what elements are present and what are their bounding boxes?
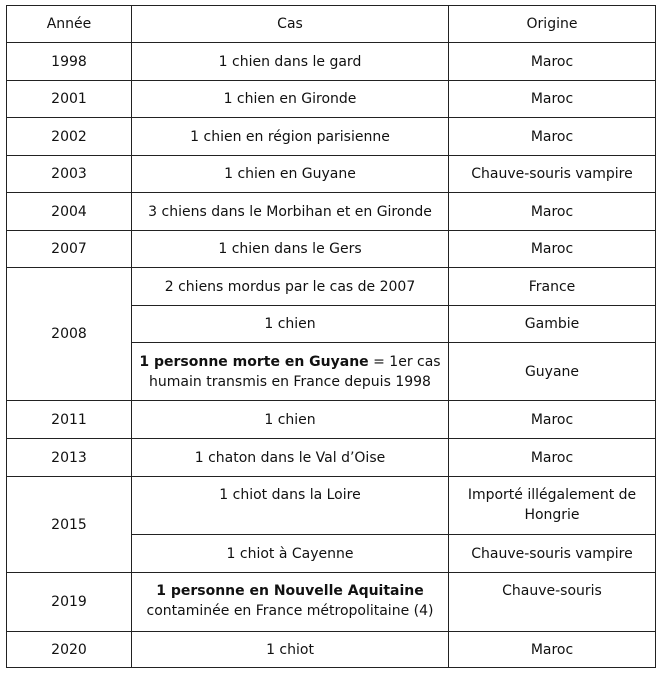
origin-cell: Chauve-souris vampire [449, 156, 656, 193]
case-cell [132, 343, 449, 401]
case-text: contaminée en France métropolitaine (4) [146, 603, 434, 619]
table-row [7, 573, 656, 632]
table-row [7, 268, 656, 306]
table-row [7, 81, 656, 118]
table-row [7, 43, 656, 81]
origin-cell: Maroc [449, 118, 656, 156]
case-cell: 2 chiens mordus par le cas de 2007 [132, 268, 449, 306]
case-cell: 1 chien dans le gard [132, 43, 449, 81]
case-bold-text: 1 personne en Nouvelle Aquitaine [156, 583, 424, 599]
case-cell [132, 573, 449, 632]
table-row [7, 439, 656, 477]
year-cell: 2015 [7, 477, 132, 573]
origin-cell: Maroc [449, 231, 656, 268]
year-cell: 2001 [7, 81, 132, 118]
origin-cell: Maroc [449, 43, 656, 81]
case-cell: 1 chiot à Cayenne [132, 535, 449, 573]
year-cell: 2008 [7, 268, 132, 401]
origin-cell: Maroc [449, 632, 656, 668]
origin-cell: France [449, 268, 656, 306]
case-cell: 1 chien dans le Gers [132, 231, 449, 268]
year-cell: 2003 [7, 156, 132, 193]
header-row [7, 6, 656, 43]
rabies-cases-table [6, 5, 656, 668]
origin-cell: Chauve-souris [449, 573, 656, 632]
case-cell: 1 chien [132, 401, 449, 439]
case-cell: 1 chaton dans le Val d’Oise [132, 439, 449, 477]
origin-cell: Maroc [449, 193, 656, 231]
case-cell: 1 chiot [132, 632, 449, 668]
header-year: Année [7, 6, 132, 43]
year-cell: 2013 [7, 439, 132, 477]
header-case: Cas [132, 6, 449, 43]
year-cell: 1998 [7, 43, 132, 81]
case-cell: 1 chien [132, 306, 449, 343]
case-text: = 1er cas humain transmis en France depuis 1998 [149, 353, 441, 390]
case-cell: 1 chien en Gironde [132, 81, 449, 118]
origin-cell: Gambie [449, 306, 656, 343]
case-cell: 1 chien en région parisienne [132, 118, 449, 156]
case-cell: 1 chiot dans la Loire [132, 477, 449, 535]
year-cell: 2007 [7, 231, 132, 268]
origin-cell: Importé illégalement de Hongrie [449, 477, 656, 535]
year-cell: 2020 [7, 632, 132, 668]
case-cell: 3 chiens dans le Morbihan et en Gironde [132, 193, 449, 231]
origin-cell: Chauve-souris vampire [449, 535, 656, 573]
origin-cell: Maroc [449, 81, 656, 118]
table-row [7, 401, 656, 439]
table-row [7, 193, 656, 231]
case-bold-text: 1 personne morte en Guyane [139, 353, 369, 370]
year-cell: 2011 [7, 401, 132, 439]
table-row [7, 118, 656, 156]
year-cell: 2002 [7, 118, 132, 156]
table-row [7, 632, 656, 668]
header-origin: Origine [449, 6, 656, 43]
origin-cell: Guyane [449, 343, 656, 401]
year-cell: 2019 [7, 573, 132, 632]
table-row [7, 156, 656, 193]
origin-cell: Maroc [449, 401, 656, 439]
case-cell: 1 chien en Guyane [132, 156, 449, 193]
origin-cell: Maroc [449, 439, 656, 477]
table-row [7, 477, 656, 535]
table-row [7, 231, 656, 268]
year-cell: 2004 [7, 193, 132, 231]
